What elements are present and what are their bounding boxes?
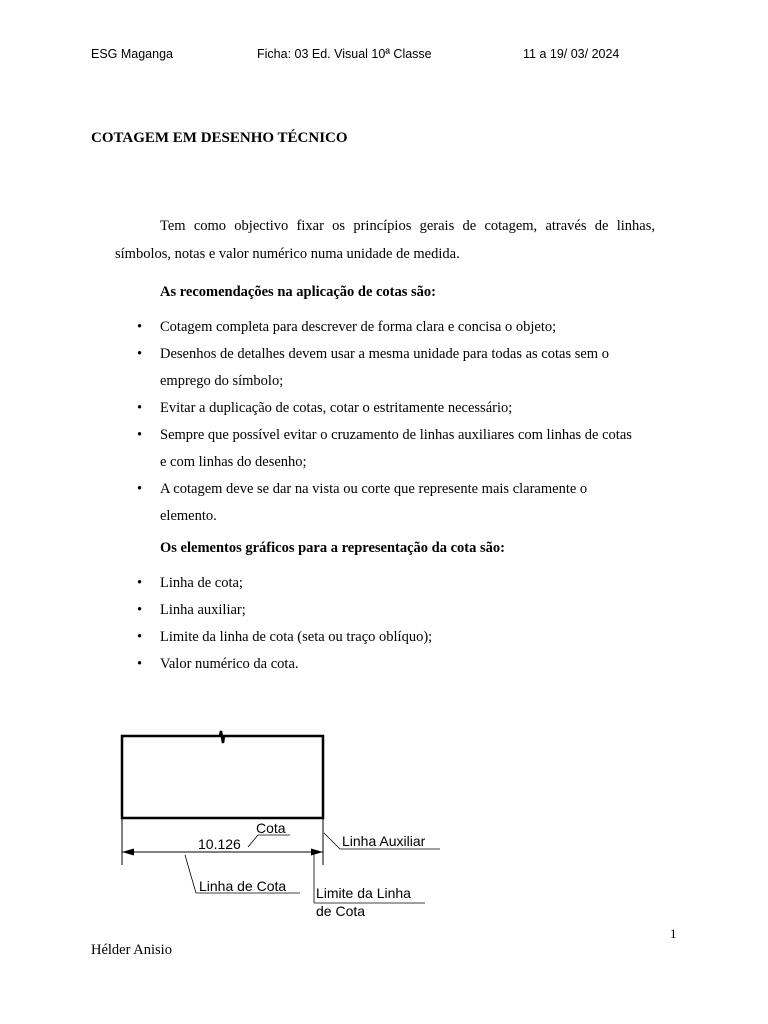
header-dates: 11 a 19/ 03/ 2024: [523, 47, 620, 61]
list-item: • Linha auxiliar;: [160, 597, 640, 624]
arrowhead-left: [122, 849, 134, 856]
label-limite-2: de Cota: [316, 903, 366, 919]
leader-cota: [248, 835, 258, 847]
object-outline: [122, 731, 323, 818]
list-item: • Sempre que possível evitar o cruzamento de linhas auxiliares com linhas de cotas e com linhas do desenho;: [160, 422, 640, 476]
recommendations-heading: As recomendações na aplicação de cotas são:: [160, 284, 437, 300]
page-title: COTAGEM EM DESENHO TÉCNICO: [91, 130, 348, 146]
elements-heading: Os elementos gráficos para a representação da cota são:: [160, 540, 505, 556]
leader-linha-de-cota: [185, 855, 196, 893]
list-item: • Linha de cota;: [160, 570, 640, 597]
arrowhead-right: [311, 849, 323, 856]
list-item: • A cotagem deve se dar na vista ou corte que represente mais claramente o elemento.: [160, 476, 640, 530]
leader-linha-auxiliar: [324, 833, 340, 849]
recommendations-list: [160, 314, 640, 530]
list-item: • Cotagem completa para descrever de forma clara e concisa o objeto;: [160, 314, 640, 341]
list-item: • Evitar a duplicação de cotas, cotar o estritamente necessário;: [160, 395, 640, 422]
dimension-value: 10.126: [198, 836, 241, 852]
dimension-figure: [100, 725, 460, 925]
intro-paragraph: Tem como objectivo fixar os princípios gerais de cotagem, através de linhas, símbolos, notas e valor numérico numa unidade de medida.: [115, 218, 655, 262]
label-cota: Cota: [256, 820, 286, 836]
list-item: • Valor numérico da cota.: [160, 651, 640, 678]
header-school: ESG Maganga: [91, 47, 173, 61]
list-item: • Desenhos de detalhes devem usar a mesma unidade para todas as cotas sem o emprego do símbolo;: [160, 341, 640, 395]
author-name: Hélder Anisio: [91, 942, 172, 958]
header-sheet: Ficha: 03 Ed. Visual 10ª Classe: [257, 47, 432, 61]
list-item: • Limite da linha de cota (seta ou traço oblíquo);: [160, 624, 640, 651]
label-linha-de-cota: Linha de Cota: [199, 878, 287, 894]
page-number: 1: [670, 926, 677, 941]
label-linha-auxiliar: Linha Auxiliar: [342, 833, 426, 849]
elements-list: [160, 570, 640, 678]
label-limite-1: Limite da Linha: [316, 885, 411, 901]
